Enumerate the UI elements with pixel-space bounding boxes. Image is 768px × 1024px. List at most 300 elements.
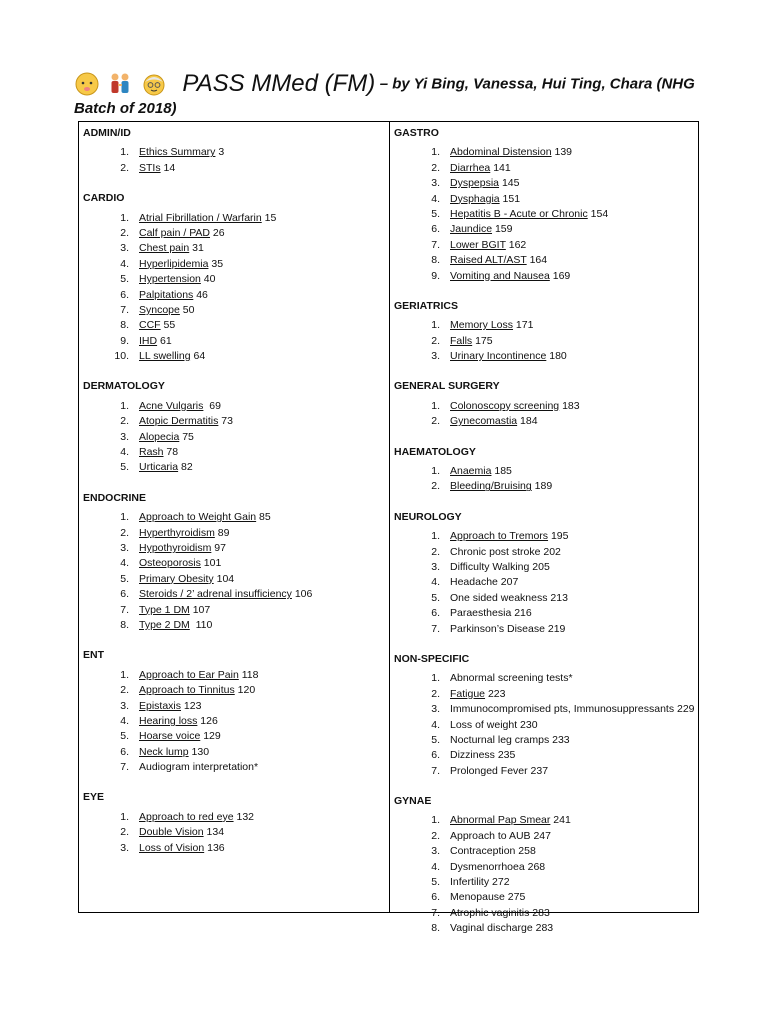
list-item[interactable]	[394, 414, 694, 429]
item-number: 2.	[120, 226, 129, 239]
section-title: GASTRO	[394, 127, 439, 139]
item-number: 5.	[120, 730, 129, 743]
topic-link[interactable]: Fatigue	[450, 687, 486, 700]
item-number: 4.	[120, 446, 129, 459]
topic-link[interactable]: Steroids / 2’ adrenal insufficiency	[139, 588, 292, 601]
list-item[interactable]	[394, 399, 694, 414]
item-number: 5.	[431, 876, 440, 889]
emoji-group	[74, 71, 170, 97]
item-number: 5.	[120, 461, 129, 474]
page-number: 169	[549, 269, 571, 282]
page-number: 55	[160, 319, 176, 332]
item-number: 3.	[120, 430, 129, 443]
topic-link[interactable]: Gynecomastia	[450, 415, 518, 428]
item-number: 10.	[114, 350, 129, 363]
topic-link[interactable]: Colonoscopy screening	[450, 399, 560, 412]
item-number: 1.	[120, 810, 129, 823]
topic-text: Vaginal discharge 283	[450, 922, 554, 935]
item-number: 2.	[120, 526, 129, 539]
list-item[interactable]	[83, 257, 383, 272]
topic-link[interactable]: IHD	[139, 334, 158, 347]
item-number: 3.	[431, 177, 440, 190]
page-number: 159	[492, 223, 513, 236]
topic-link[interactable]: Osteoporosis	[139, 557, 201, 570]
item-number: 8.	[431, 254, 440, 267]
item-number: 2.	[431, 415, 440, 428]
page-number: 110	[189, 618, 213, 631]
topic-link[interactable]: Hypothyroidism	[139, 541, 212, 554]
topic-link[interactable]: Falls	[450, 334, 473, 347]
page-number: 189	[531, 480, 553, 493]
section-title: EYE	[83, 791, 105, 804]
list-item	[394, 702, 694, 717]
page-number: 89	[214, 526, 230, 539]
section	[394, 445, 694, 495]
page-number: 69	[203, 399, 221, 412]
section	[394, 794, 694, 937]
topic-text: Menopause 275	[450, 891, 526, 904]
item-number: 2.	[120, 684, 129, 697]
item-number: 3.	[431, 350, 440, 363]
item-number: 3.	[120, 242, 129, 255]
page-number: 180	[546, 350, 567, 363]
list-item	[394, 890, 694, 905]
list-item[interactable]	[394, 176, 694, 191]
list-item	[394, 748, 694, 763]
topic-text: Contraception 258	[450, 845, 536, 858]
section	[83, 191, 383, 364]
page-number: 106	[291, 588, 313, 601]
topic-link[interactable]: Raised ALT/AST	[450, 254, 527, 267]
topic-link[interactable]: Ethics Summary	[139, 146, 216, 159]
topic-link[interactable]: Approach to red eye	[139, 810, 234, 823]
topic-link[interactable]: Approach to Tremors	[450, 530, 549, 543]
list-item[interactable]	[394, 464, 694, 479]
topic-link[interactable]: Anaemia	[450, 465, 492, 478]
item-number: 8.	[120, 319, 129, 332]
page-number: 175	[472, 334, 493, 347]
document-title: PASS MMed (FM)	[182, 70, 376, 97]
topic-link[interactable]: Double Vision	[139, 826, 204, 839]
item-number: 1.	[431, 146, 440, 159]
page-number: 3	[215, 146, 225, 159]
page-number: 14	[160, 161, 176, 174]
topic-text: Loss of weight 230	[450, 718, 538, 731]
page-number: 73	[218, 415, 233, 428]
topic-link[interactable]: Approach to Tinnitus	[139, 684, 235, 697]
item-number: 6.	[431, 223, 440, 236]
item-number: 3.	[431, 560, 440, 573]
list-item[interactable]	[394, 813, 694, 828]
item-number: 2.	[431, 480, 440, 493]
topic-link[interactable]: Abdominal Distension	[450, 146, 552, 159]
section	[394, 299, 694, 365]
section-title: GYNAE	[394, 795, 432, 808]
baby-face-icon	[74, 71, 100, 97]
page-number: 132	[233, 810, 254, 823]
item-number: 3.	[120, 699, 129, 712]
topic-link[interactable]: Epistaxis	[139, 699, 182, 712]
document-byline-continued: Batch of 2018)	[74, 100, 177, 117]
list-item[interactable]	[83, 541, 383, 556]
page-number: 164	[526, 254, 548, 267]
section-title: NON-SPECIFIC	[394, 652, 470, 665]
topic-text: Approach to AUB 247	[450, 829, 551, 842]
page-number: 184	[517, 415, 538, 428]
page-number: 35	[208, 257, 224, 270]
section-title: ADMIN/ID	[83, 127, 131, 139]
topic-text: Chronic post stroke 202	[450, 545, 561, 558]
list-item	[394, 622, 694, 637]
page-number: 185	[491, 465, 512, 478]
item-number: 7.	[431, 906, 440, 919]
topic-link[interactable]: Memory Loss	[450, 319, 514, 332]
page-number: 61	[157, 334, 172, 347]
page-number: 78	[163, 446, 179, 459]
topic-link[interactable]: Hypertension	[139, 273, 201, 286]
item-number: 4.	[120, 714, 129, 727]
page-number: 31	[189, 242, 204, 255]
topic-text: Atrophic vaginitis 283	[450, 906, 550, 919]
list-item[interactable]	[394, 687, 694, 702]
item-number: 7.	[431, 238, 440, 251]
topic-link[interactable]: Syncope	[139, 303, 180, 316]
list-item	[394, 875, 694, 890]
topic-link[interactable]: Abnormal Pap Smear	[450, 814, 551, 827]
topic-link[interactable]: Dyspepsia	[450, 177, 500, 190]
list-item[interactable]	[83, 729, 383, 744]
item-number: 1.	[431, 399, 440, 412]
item-number: 3.	[120, 841, 129, 854]
list-item[interactable]	[83, 288, 383, 303]
item-number: 1.	[431, 319, 440, 332]
elderly-face-icon	[141, 71, 167, 97]
item-number: 5.	[120, 572, 129, 585]
item-number: 4.	[431, 192, 440, 205]
topic-link[interactable]: Hearing loss	[139, 714, 198, 727]
item-number: 9.	[431, 269, 440, 282]
list-item[interactable]	[394, 479, 694, 494]
topic-link[interactable]: Dysphagia	[450, 192, 500, 205]
section	[394, 379, 694, 429]
page-number: 97	[211, 541, 226, 554]
list-item[interactable]	[83, 699, 383, 714]
topic-link[interactable]: Hyperthyroidism	[139, 526, 215, 539]
topic-text: Dysmenorrhoea 268	[450, 860, 546, 873]
list-item[interactable]	[83, 430, 383, 445]
item-number: 1.	[120, 668, 129, 681]
page-number: 151	[499, 192, 521, 205]
section	[83, 491, 383, 634]
list-item[interactable]	[83, 460, 383, 475]
section	[83, 126, 383, 176]
item-number: 9.	[120, 334, 129, 347]
family-icon	[107, 71, 133, 97]
topic-link[interactable]: Vomiting and Nausea	[450, 269, 550, 282]
page-number: 141	[490, 161, 511, 174]
list-item[interactable]	[83, 618, 383, 633]
page-number: 123	[181, 699, 202, 712]
topic-link[interactable]: Hyperlipidemia	[139, 257, 209, 270]
list-item[interactable]	[83, 414, 383, 429]
section-title: DERMATOLOGY	[83, 380, 165, 393]
section	[83, 648, 383, 775]
section-title: HAEMATOLOGY	[394, 445, 476, 458]
list-item[interactable]	[83, 556, 383, 571]
item-number: 3.	[120, 541, 129, 554]
column-divider	[389, 122, 390, 912]
topic-link[interactable]: Palpitations	[139, 288, 194, 301]
page-number: 50	[179, 303, 195, 316]
list-item	[394, 860, 694, 875]
page-number: 82	[178, 461, 193, 474]
topic-link[interactable]: Approach to Weight Gain	[139, 511, 257, 524]
list-item[interactable]	[83, 145, 383, 160]
list-item[interactable]	[83, 445, 383, 460]
list-item[interactable]	[394, 253, 694, 268]
list-item[interactable]	[83, 841, 383, 856]
section	[83, 790, 383, 856]
page-number: 134	[203, 826, 225, 839]
list-item[interactable]	[394, 161, 694, 176]
section-title: ENT	[83, 649, 104, 662]
item-number: 1.	[120, 211, 129, 224]
item-number: 5.	[120, 273, 129, 286]
topic-text: Abnormal screening tests*	[450, 672, 573, 685]
item-number: 5.	[431, 733, 440, 746]
section-title: CARDIO	[83, 192, 125, 205]
topic-link[interactable]: Lower BGIT	[450, 238, 506, 251]
item-number: 7.	[120, 603, 129, 616]
item-number: 4.	[431, 860, 440, 873]
list-item[interactable]	[83, 603, 383, 618]
list-item[interactable]	[83, 399, 383, 414]
section	[394, 510, 694, 637]
right-column	[394, 126, 694, 952]
item-number: 5.	[431, 591, 440, 604]
item-number: 2.	[431, 545, 440, 558]
section	[394, 652, 694, 779]
item-number: 7.	[120, 761, 129, 774]
document-byline: – by Yi Bing, Vanessa, Hui Ting, Chara (NHG	[379, 75, 695, 93]
list-item[interactable]	[394, 145, 694, 160]
item-number: 6.	[431, 891, 440, 904]
list-item[interactable]	[83, 745, 383, 760]
section	[83, 379, 383, 475]
page-number: 40	[200, 273, 216, 286]
list-item	[394, 575, 694, 590]
list-item	[394, 718, 694, 733]
list-item[interactable]	[83, 349, 383, 364]
list-item[interactable]	[83, 226, 383, 241]
page-number: 120	[234, 684, 256, 697]
topic-link[interactable]: Diarrhea	[450, 161, 491, 174]
list-item[interactable]	[394, 238, 694, 253]
item-number: 2.	[120, 415, 129, 428]
item-number: 1.	[431, 814, 440, 827]
contents-table	[78, 121, 699, 935]
list-item[interactable]	[83, 334, 383, 349]
topic-link[interactable]: Rash	[139, 446, 164, 459]
topic-link[interactable]: Primary Obesity	[139, 572, 214, 585]
list-item	[394, 844, 694, 859]
document-header	[74, 70, 714, 117]
topic-link[interactable]: Jaundice	[450, 223, 493, 236]
list-item[interactable]	[83, 211, 383, 226]
list-item[interactable]	[394, 192, 694, 207]
topic-link[interactable]: Atopic Dermatitis	[139, 415, 219, 428]
page-number: 104	[213, 572, 235, 585]
item-number: 6.	[431, 749, 440, 762]
topic-text: Infertility 272	[450, 876, 510, 889]
topic-text: Immunocompromised pts, Immunosuppressants 229	[450, 703, 695, 716]
list-item	[394, 906, 694, 921]
list-item[interactable]	[83, 668, 383, 683]
topic-link[interactable]: Type 2 DM	[139, 618, 190, 631]
section-title: GERIATRICS	[394, 299, 458, 312]
topic-link[interactable]: CCF	[139, 319, 161, 332]
list-item[interactable]	[83, 318, 383, 333]
page-number: 241	[550, 814, 571, 827]
item-number: 2.	[431, 161, 440, 174]
list-item[interactable]	[394, 222, 694, 237]
page-number: 223	[485, 687, 506, 700]
item-number: 1.	[431, 530, 440, 543]
page-number: 145	[499, 177, 520, 190]
page-number: 154	[587, 207, 609, 220]
section-title: GENERAL SURGERY	[394, 380, 500, 393]
topic-link[interactable]: Type 1 DM	[139, 603, 190, 616]
topic-text: Prolonged Fever 237	[450, 764, 549, 777]
item-number: 3.	[431, 703, 440, 716]
topic-link[interactable]: Urticaria	[139, 461, 179, 474]
item-number: 1.	[120, 146, 129, 159]
item-number: 7.	[431, 764, 440, 777]
list-item[interactable]	[394, 349, 694, 364]
list-item	[394, 671, 694, 686]
topic-link[interactable]: Neck lump	[139, 745, 189, 758]
topic-text: Dizziness 235	[450, 749, 516, 762]
topic-link[interactable]: Bleeding/Bruising	[450, 480, 532, 493]
list-item[interactable]	[83, 572, 383, 587]
list-item	[394, 764, 694, 779]
list-item	[394, 545, 694, 560]
item-number: 8.	[431, 922, 440, 935]
item-number: 1.	[431, 672, 440, 685]
page-number: 46	[193, 288, 208, 301]
item-number: 1.	[120, 399, 129, 412]
list-item[interactable]	[83, 587, 383, 602]
item-number: 3.	[431, 845, 440, 858]
topic-link[interactable]: Loss of Vision	[139, 841, 205, 854]
list-item[interactable]	[83, 303, 383, 318]
page-number: 75	[179, 430, 194, 443]
page-number: 85	[256, 511, 271, 524]
list-item[interactable]	[83, 683, 383, 698]
item-number: 1.	[120, 511, 129, 524]
list-item	[83, 760, 383, 775]
page-number: 183	[559, 399, 580, 412]
item-number: 6.	[120, 745, 129, 758]
item-number: 4.	[120, 257, 129, 270]
page-number: 171	[513, 319, 534, 332]
topic-text: Parkinson’s Disease 219	[450, 622, 566, 635]
topic-link[interactable]: Urinary Incontinence	[450, 350, 547, 363]
page-number: 130	[188, 745, 210, 758]
topic-text: Nocturnal leg cramps 233	[450, 733, 570, 746]
list-item[interactable]	[83, 161, 383, 176]
item-number: 2.	[431, 334, 440, 347]
page-number: 101	[200, 557, 222, 570]
item-number: 1.	[431, 465, 440, 478]
list-item[interactable]	[83, 714, 383, 729]
list-item[interactable]	[83, 272, 383, 287]
item-number: 2.	[431, 829, 440, 842]
item-number: 2.	[120, 161, 129, 174]
topic-text: Paraesthesia 216	[450, 607, 532, 620]
list-item[interactable]	[83, 825, 383, 840]
item-number: 7.	[120, 303, 129, 316]
topic-text: Headache 207	[450, 576, 519, 589]
topic-link[interactable]: STIs	[139, 161, 161, 174]
page-number: 126	[197, 714, 218, 727]
list-item[interactable]	[83, 810, 383, 825]
topic-link[interactable]: Hoarse voice	[139, 730, 201, 743]
topic-link[interactable]: Calf pain / PAD	[139, 226, 211, 239]
list-item[interactable]	[83, 526, 383, 541]
item-number: 2.	[431, 687, 440, 700]
item-number: 4.	[431, 718, 440, 731]
page-number: 64	[190, 350, 206, 363]
topic-link[interactable]: Hepatitis B - Acute or Chronic	[450, 207, 588, 220]
topic-link[interactable]: Chest pain	[139, 242, 190, 255]
page-number: 136	[204, 841, 225, 854]
list-item[interactable]	[83, 241, 383, 256]
list-item[interactable]	[394, 529, 694, 544]
page-number: 26	[210, 226, 225, 239]
left-column	[83, 126, 383, 871]
item-number: 4.	[120, 557, 129, 570]
item-number: 6.	[431, 607, 440, 620]
item-number: 7.	[431, 622, 440, 635]
list-item[interactable]	[394, 207, 694, 222]
item-number: 8.	[120, 618, 129, 631]
page-number: 107	[189, 603, 211, 616]
list-item[interactable]	[394, 269, 694, 284]
page-number: 139	[551, 146, 572, 159]
page-number: 129	[200, 730, 221, 743]
list-item	[394, 591, 694, 606]
list-item[interactable]	[394, 318, 694, 333]
topic-link[interactable]: Acne Vulgaris	[139, 399, 204, 412]
item-number: 6.	[120, 288, 129, 301]
topic-text: Audiogram interpretation*	[139, 761, 259, 774]
topic-link[interactable]: LL swelling	[139, 350, 191, 363]
list-item	[394, 733, 694, 748]
page-number: 118	[238, 668, 259, 681]
topic-link[interactable]: Alopecia	[139, 430, 180, 443]
page-number: 195	[548, 530, 569, 543]
topic-link[interactable]: Atrial Fibrillation / Warfarin	[139, 211, 262, 224]
list-item[interactable]	[83, 510, 383, 525]
item-number: 4.	[431, 576, 440, 589]
item-number: 6.	[120, 588, 129, 601]
topic-link[interactable]: Approach to Ear Pain	[139, 668, 239, 681]
section	[394, 126, 694, 284]
topic-text: Difficulty Walking 205	[450, 560, 550, 573]
list-item[interactable]	[394, 334, 694, 349]
list-item	[394, 921, 694, 936]
